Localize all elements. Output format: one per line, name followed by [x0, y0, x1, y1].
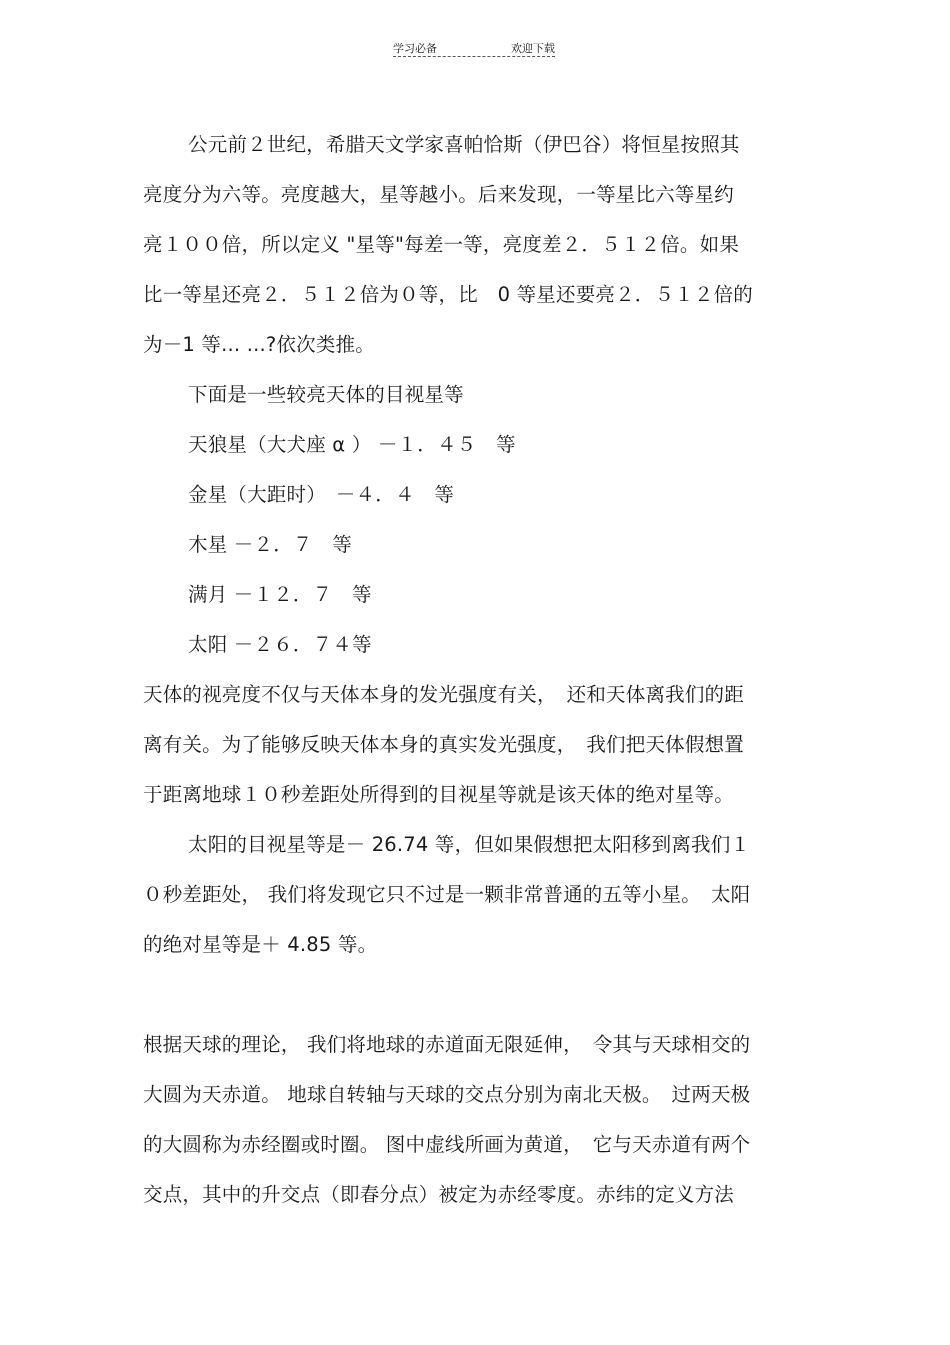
header-right-text: 欢迎下载 [511, 42, 555, 55]
magnitude-list-intro: 下面是一些较亮天体的目视星等 [188, 383, 464, 406]
paragraph-3-line-3: 于距离地球１０秒差距处所得到的目视星等就是该天体的绝对星等。 [143, 783, 735, 806]
paragraph-3-line-2: 离有关。为了能够反映天体本身的真实发光强度， 我们把天体假想置 [143, 733, 744, 756]
paragraph-1-line-2: 亮度分为六等。亮度越大，星等越小。后来发现，一等星比六等星约 [143, 183, 735, 206]
magnitude-item-full-moon: 满月 －１２．７ 等 [188, 583, 372, 606]
header-left-text: 学习必备 [393, 42, 437, 55]
magnitude-item-sun: 太阳 －２６．７４等 [188, 633, 372, 656]
paragraph-1-line-4: 比一等星还亮２．５１２倍为０等，比 0 等星还要亮２．５１２倍的 [143, 283, 754, 306]
paragraph-1-line-5: 为－1 等... ...?依次类推。 [143, 333, 375, 356]
paragraph-4-line-1: 太阳的目视星等是－ 26.74 等，但如果假想把太阳移到离我们１ [188, 833, 751, 856]
document-body [143, 120, 823, 1220]
paragraph-5-line-2: 大圆为天赤道。 地球自转轴与天球的交点分别为南北天极。 过两天极 [143, 1083, 751, 1106]
paragraph-5-line-1: 根据天球的理论， 我们将地球的赤道面无限延伸， 令其与天球相交的 [143, 1033, 751, 1056]
magnitude-item-sirius: 天狼星（大犬座 α ） －１．４５ 等 [188, 433, 516, 456]
paragraph-3-line-1: 天体的视亮度不仅与天体本身的发光强度有关， 还和天体离我们的距 [143, 683, 744, 706]
page-header [393, 38, 555, 57]
paragraph-4-line-2: ０秒差距处， 我们将发现它只不过是一颗非常普通的五等小星。 太阳 [143, 883, 751, 906]
paragraph-5-line-3: 的大圆称为赤经圈或时圈。 图中虚线所画为黄道， 它与天赤道有两个 [143, 1133, 751, 1156]
paragraph-gap [143, 970, 823, 1020]
magnitude-item-venus: 金星（大距时） －４．４ 等 [188, 483, 455, 506]
paragraph-4-line-3: 的绝对星等是＋ 4.85 等。 [143, 933, 378, 956]
paragraph-5-line-4: 交点，其中的升交点（即春分点）被定为赤经零度。赤纬的定义方法 [143, 1183, 735, 1206]
paragraph-1-line-1: 公元前２世纪，希腊天文学家喜帕恰斯（伊巴谷）将恒星按照其 [188, 133, 740, 156]
paragraph-1-line-3: 亮１００倍，所以定义 "星等"每差一等，亮度差２．５１２倍。如果 [143, 233, 740, 256]
magnitude-item-jupiter: 木星 －２．７ 等 [188, 533, 352, 556]
